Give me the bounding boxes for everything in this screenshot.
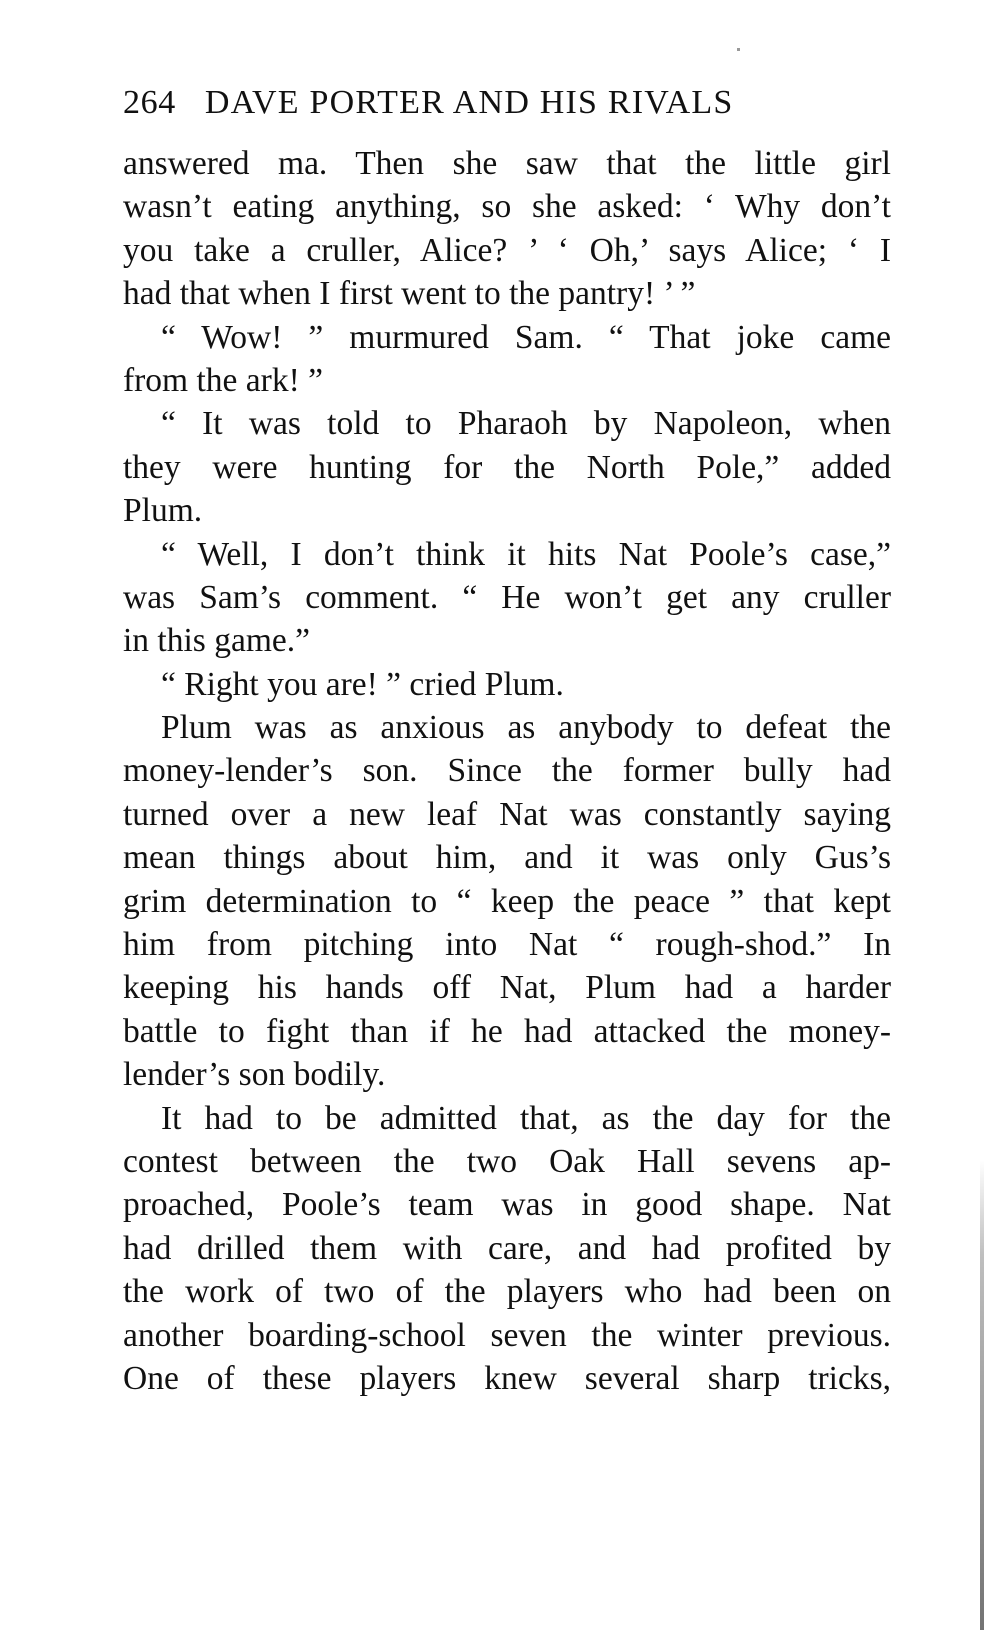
- text-line: battle to fight than if he had attacked the money-: [123, 1012, 891, 1050]
- text-line: One of these players knew several sharp tricks,: [123, 1359, 891, 1397]
- text-line: from the ark! ”: [123, 361, 323, 399]
- text-line: had drilled them with care, and had profited by: [123, 1229, 891, 1267]
- text-line: the work of two of the players who had been on: [123, 1273, 891, 1311]
- text-line: another boarding-school seven the winter previous.: [123, 1316, 891, 1354]
- text-line: lender’s son bodily.: [123, 1056, 386, 1094]
- text-line: turned over a new leaf Nat was constantly saying: [123, 795, 891, 833]
- text-line: “ Right you are! ” cried Plum.: [161, 665, 564, 703]
- text-line: was Sam’s comment. “ He won’t get any cruller: [123, 578, 891, 616]
- text-line: him from pitching into Nat “ rough-shod.” In: [123, 926, 891, 964]
- text-line: had that when I first went to the pantry! ’ ”: [123, 275, 696, 313]
- text-line: in this game.”: [123, 622, 310, 660]
- text-line: Plum.: [123, 492, 203, 530]
- text-line: mean things about him, and it was only Gus’s: [123, 839, 891, 877]
- scan-edge-shadow: [980, 1160, 984, 1630]
- text-line: “ It was told to Pharaoh by Napoleon, when: [161, 405, 891, 443]
- running-head: [123, 78, 903, 128]
- text-line: Plum was as anxious as anybody to defeat the: [161, 709, 891, 747]
- text-line: wasn’t eating anything, so she asked: ‘ Why don’t: [123, 188, 891, 226]
- body-text: [123, 142, 891, 1400]
- page-number: 264: [123, 84, 176, 121]
- text-line: answered ma. Then she saw that the little girl: [123, 145, 891, 182]
- text-line: contest between the two Oak Hall sevens ap-: [123, 1142, 891, 1180]
- book-title: DAVE PORTER AND HIS RIVALS: [204, 84, 734, 121]
- text-line: they were hunting for the North Pole,” added: [123, 448, 891, 486]
- text-line: It had to be admitted that, as the day for the: [161, 1099, 891, 1137]
- text-line: proached, Poole’s team was in good shape. Nat: [123, 1186, 891, 1224]
- text-line: “ Well, I don’t think it hits Nat Poole’s case,”: [161, 535, 891, 573]
- text-line: “ Wow! ” murmured Sam. “ That joke came: [161, 318, 891, 356]
- text-line: money-lender’s son. Since the former bully had: [123, 752, 891, 790]
- text-line: keeping his hands off Nat, Plum had a harder: [123, 969, 891, 1007]
- text-line: grim determination to “ keep the peace ” that kept: [123, 882, 891, 920]
- text-line: you take a cruller, Alice? ’ ‘ Oh,’ says Alice; ‘ I: [123, 231, 891, 269]
- scan-speck: [737, 48, 740, 51]
